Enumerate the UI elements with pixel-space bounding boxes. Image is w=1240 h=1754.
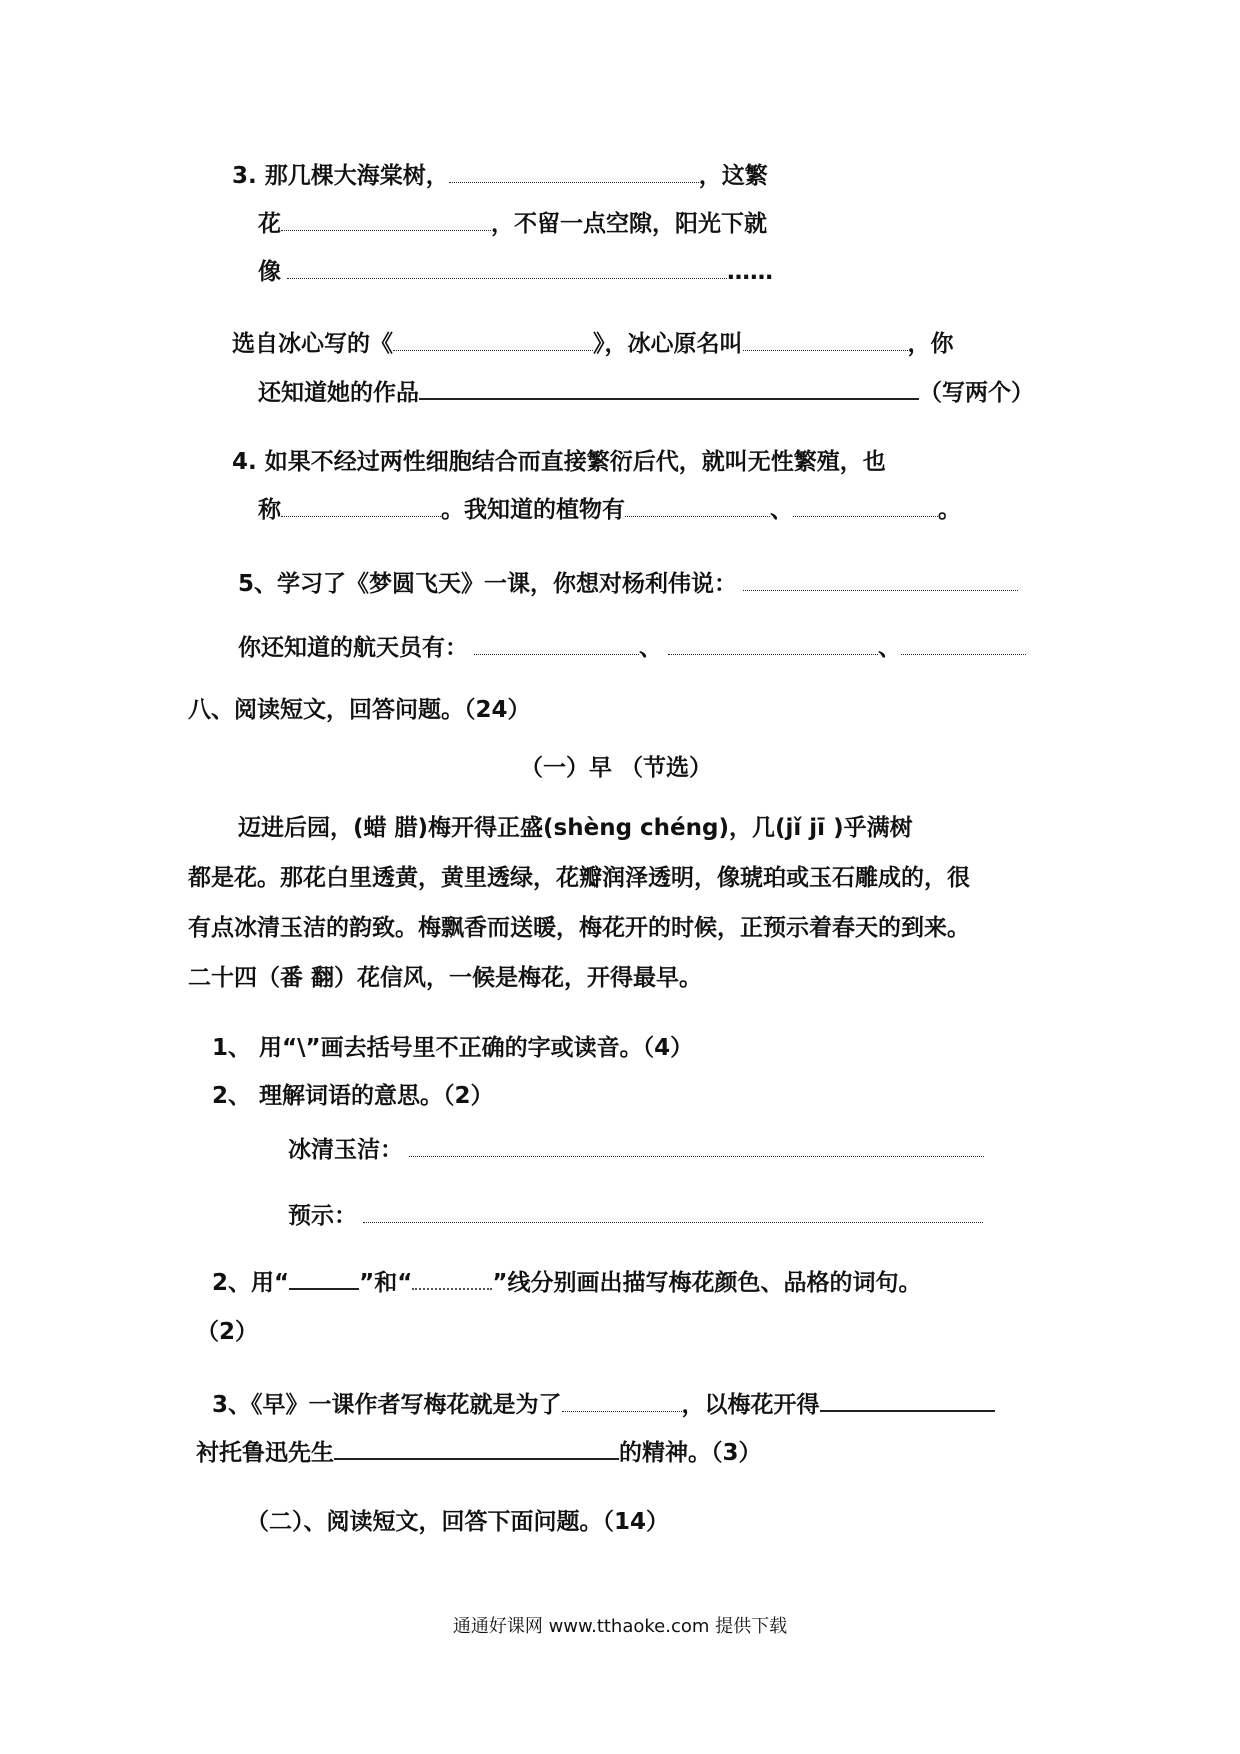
- q5-text: 你还知道的航天员有：: [238, 635, 468, 661]
- answer-blank[interactable]: [820, 1388, 995, 1412]
- q4-text: 。我知道的植物有: [441, 497, 625, 523]
- q5-line1: [238, 568, 1018, 600]
- q3-line4: [232, 328, 954, 360]
- answer-blank[interactable]: [668, 632, 878, 655]
- q3-text: 》，冰心原名叫: [593, 331, 743, 357]
- section-heading: [188, 694, 531, 726]
- task-3: [212, 1266, 921, 1299]
- task-text: ”和“: [359, 1270, 413, 1296]
- passage-text: 都是花。那花白里透黄，黄里透绿，花瓣润泽透明，像琥珀或玉石雕成的，很: [188, 865, 970, 891]
- answer-blank[interactable]: [562, 1389, 682, 1412]
- answer-blank[interactable]: [409, 1134, 984, 1157]
- q3-text: ，这繁: [698, 163, 768, 189]
- q4-line2: [258, 494, 961, 526]
- q3-text: 3. 那几棵大海棠树，: [232, 163, 449, 189]
- q3-text: （写两个）: [919, 380, 1034, 406]
- page-footer: 通通好课网 www.tthaoke.com 提供下载: [452, 1616, 788, 1637]
- answer-blank[interactable]: [393, 328, 593, 351]
- q5-text: 、: [878, 635, 901, 661]
- passage-text: 迈进后园，(蜡 腊)梅开得正盛(shèng chéng)，几(jǐ jī )乎满树: [238, 815, 913, 841]
- answer-blank[interactable]: [281, 494, 441, 517]
- task-2b: [288, 1200, 983, 1232]
- q3-line3: [258, 256, 773, 288]
- task-1: [212, 1032, 693, 1064]
- q5-line2: [238, 632, 1026, 664]
- passage-title: [520, 752, 712, 784]
- answer-blank[interactable]: [743, 568, 1018, 591]
- passage-line: [188, 912, 970, 944]
- q4-text: 、: [770, 497, 793, 523]
- answer-blank[interactable]: [363, 1200, 983, 1223]
- task-text: ，以梅花开得: [681, 1392, 820, 1418]
- answer-blank[interactable]: [793, 494, 938, 517]
- task-3-score: [196, 1316, 258, 1348]
- passage-line: [238, 812, 913, 844]
- q3-text: 花: [258, 211, 281, 237]
- passage-text: 二十四（番 翻）花信风，一候是梅花，开得最早。: [188, 965, 703, 991]
- q3-line2: [258, 208, 767, 240]
- solid-line-sample: [289, 1266, 359, 1290]
- task-text: 2、 理解词语的意思。（2）: [212, 1083, 494, 1109]
- answer-blank[interactable]: [901, 632, 1026, 655]
- q3-text: 选自冰心写的《: [232, 331, 393, 357]
- q5-text: 5、学习了《梦圆飞天》一课，你想对杨利伟说：: [238, 571, 738, 597]
- answer-blank[interactable]: [474, 632, 639, 655]
- q3-text: ，不留一点空隙，阳光下就: [491, 211, 767, 237]
- task-text: 的精神。（3）: [619, 1440, 762, 1466]
- task-2: [212, 1080, 494, 1112]
- task-text: 衬托鲁迅先生: [196, 1440, 334, 1466]
- answer-blank[interactable]: [334, 1436, 619, 1460]
- q3-text: 像: [258, 259, 281, 285]
- q4-text: 称: [258, 497, 281, 523]
- answer-blank[interactable]: [625, 494, 770, 517]
- task-text: 1、 用“\”画去括号里不正确的字或读音。（4）: [212, 1035, 694, 1061]
- answer-blank[interactable]: [287, 256, 727, 279]
- passage-title-text: （一）早 （节选）: [520, 755, 713, 781]
- q3-text: 还知道她的作品: [258, 380, 419, 406]
- q4-text: 。: [938, 497, 961, 523]
- task-4-line2: [196, 1436, 762, 1469]
- task-4: [212, 1388, 995, 1421]
- task-text: 3、《早》一课作者写梅花就是为了: [212, 1392, 562, 1418]
- task-text: ”线分别画出描写梅花颜色、品格的词句。: [492, 1270, 922, 1296]
- answer-blank[interactable]: [743, 328, 908, 351]
- task-text: （2）: [196, 1319, 259, 1345]
- q5-text: 、: [639, 635, 662, 661]
- answer-blank[interactable]: [419, 376, 919, 400]
- answer-blank[interactable]: [449, 160, 699, 183]
- q3-text: ……: [727, 259, 773, 285]
- passage-line: [188, 962, 702, 994]
- q3-text: ，你: [907, 331, 954, 357]
- section-heading-text: 八、阅读短文，回答问题。（24）: [188, 697, 531, 723]
- q3-line5: [258, 376, 1034, 409]
- q4-line1: [232, 446, 886, 478]
- wavy-line-sample: [412, 1270, 492, 1290]
- passage-text: 有点冰清玉洁的韵致。梅飘香而送暖，梅花开的时候，正预示着春天的到来。: [188, 915, 970, 941]
- passage-line: [188, 862, 970, 894]
- q4-text: 4. 如果不经过两性细胞结合而直接繁衍后代，就叫无性繁殖，也: [232, 449, 886, 475]
- q3-line1: [232, 160, 768, 192]
- task-text: 2、用“: [212, 1270, 290, 1296]
- task-2a: [288, 1134, 984, 1166]
- task-text: 冰清玉洁：: [288, 1137, 403, 1163]
- answer-blank[interactable]: [281, 208, 491, 231]
- part-2-heading: [246, 1506, 669, 1538]
- task-text: 预示：: [288, 1203, 357, 1229]
- part-2-text: （二）、阅读短文，回答下面问题。（14）: [246, 1509, 670, 1535]
